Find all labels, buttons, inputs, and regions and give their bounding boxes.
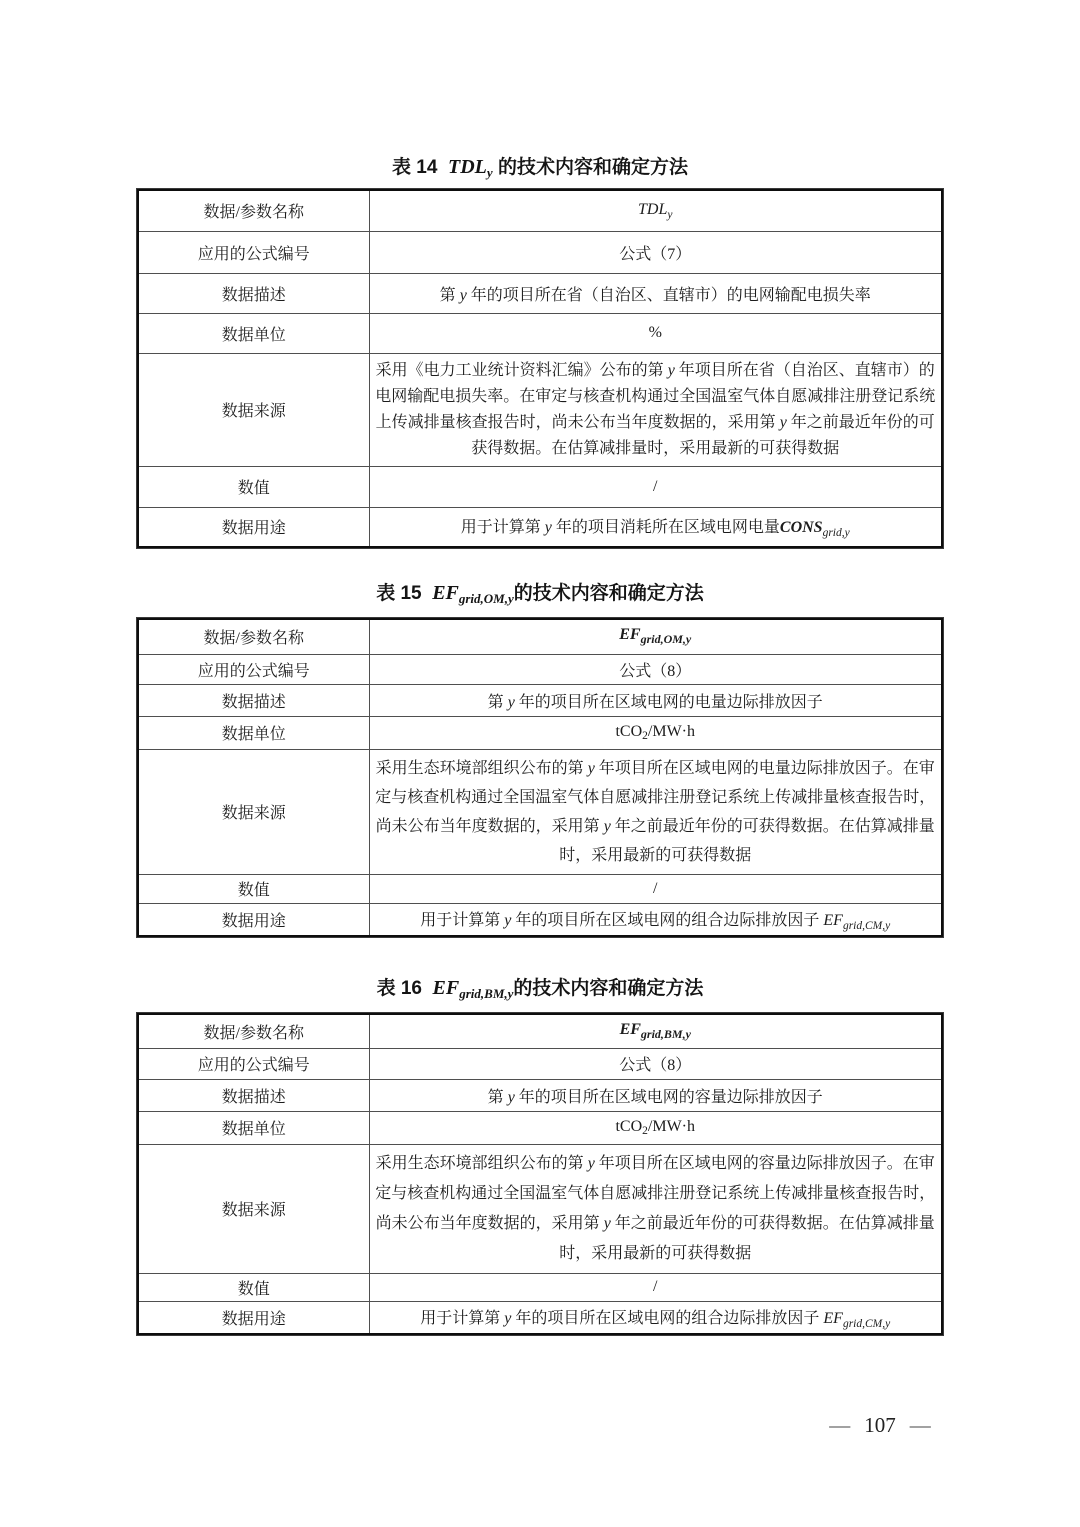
row-label-source: 数据来源 bbox=[138, 353, 369, 466]
row-label-formula-no: 应用的公式编号 bbox=[138, 654, 369, 684]
page-number-dash-right: — bbox=[909, 1413, 931, 1437]
row-label-description: 数据描述 bbox=[138, 273, 369, 313]
row-value-description: 第 y 年的项目所在区域电网的电量边际排放因子 bbox=[369, 684, 942, 716]
table-row bbox=[138, 466, 942, 507]
table-row bbox=[138, 684, 942, 716]
row-value-formula-no: 公式（7） bbox=[369, 231, 942, 273]
table-row bbox=[138, 619, 942, 654]
row-label-source: 数据来源 bbox=[138, 749, 369, 874]
row-label-param-name: 数据/参数名称 bbox=[138, 190, 369, 231]
row-value-param-name: $EF_{grid,OM,y}$ bbox=[619, 626, 692, 647]
table-row bbox=[138, 1079, 942, 1111]
row-label-value: 数值 bbox=[138, 1273, 369, 1301]
table-14-title: 表 14 $TDL_y$ 的技术内容和确定方法 bbox=[392, 156, 688, 180]
row-value-usage: 用于计算第 y 年的项目所在区域电网的组合边际排放因子 $EF_{grid,CM,y}$ bbox=[369, 903, 942, 936]
row-label-source: 数据来源 bbox=[138, 1144, 369, 1273]
table-15-title: 表 15 $EF_{grid,OM,y}$的技术内容和确定方法 bbox=[376, 582, 704, 606]
table-14 bbox=[137, 189, 943, 548]
table-row bbox=[138, 874, 942, 903]
table-row bbox=[138, 507, 942, 547]
table-row bbox=[138, 353, 942, 466]
table-row bbox=[138, 1144, 942, 1273]
table-row bbox=[138, 1301, 942, 1334]
page-content bbox=[137, 0, 943, 1335]
table-row bbox=[138, 716, 942, 749]
row-label-unit: 数据单位 bbox=[138, 716, 369, 749]
table-15 bbox=[137, 618, 943, 937]
page-number-dash-left: — bbox=[829, 1413, 851, 1437]
row-value-source: 采用生态环境部组织公布的第 y 年项目所在区域电网的电量边际排放因子。在审定与核查机构通过全国温室气体自愿减排注册登记系统上传减排量核查报告时，尚未公布当年度数据的，采用第 y 年之前最近年份的可获得数据。在估算减排量时，采用最新的可获得数据 bbox=[369, 749, 942, 874]
page-number-value: 107 bbox=[864, 1413, 896, 1437]
table-row bbox=[138, 1111, 942, 1144]
row-label-param-name: 数据/参数名称 bbox=[138, 619, 369, 654]
row-value-description: 第 y 年的项目所在区域电网的容量边际排放因子 bbox=[369, 1079, 942, 1111]
row-label-value: 数值 bbox=[138, 466, 369, 507]
row-label-usage: 数据用途 bbox=[138, 903, 369, 936]
row-label-usage: 数据用途 bbox=[138, 507, 369, 547]
row-value-source: 采用《电力工业统计资料汇编》公布的第 y 年项目所在省（自治区、直辖市）的电网输配电损失率。在审定与核查机构通过全国温室气体自愿减排注册登记系统上传减排量核查报告时，尚未公布当年度数据的，采用第 y 年之前最近年份的可获得数据。在估算减排量时，采用最新的可获得数据 bbox=[369, 353, 942, 466]
row-label-description: 数据描述 bbox=[138, 684, 369, 716]
page-number bbox=[800, 1413, 960, 1438]
row-value-description: 第 y 年的项目所在省（自治区、直辖市）的电网输配电损失率 bbox=[369, 273, 942, 313]
table-row bbox=[138, 190, 942, 231]
row-value-usage: 用于计算第 y 年的项目所在区域电网的组合边际排放因子 $EF_{grid,CM,y}$ bbox=[369, 1301, 942, 1334]
row-label-usage: 数据用途 bbox=[138, 1301, 369, 1334]
row-value-unit: tCO2/MW·h bbox=[369, 716, 942, 749]
row-label-unit: 数据单位 bbox=[138, 1111, 369, 1144]
table-row bbox=[138, 749, 942, 874]
table-row bbox=[138, 1048, 942, 1079]
row-value-source: 采用生态环境部组织公布的第 y 年项目所在区域电网的容量边际排放因子。在审定与核查机构通过全国温室气体自愿减排注册登记系统上传减排量核查报告时，尚未公布当年度数据的，采用第 y 年之前最近年份的可获得数据。在估算减排量时，采用最新的可获得数据 bbox=[369, 1144, 942, 1273]
row-label-param-name: 数据/参数名称 bbox=[138, 1014, 369, 1048]
row-label-description: 数据描述 bbox=[138, 1079, 369, 1111]
row-value-unit: % bbox=[369, 313, 942, 353]
table-row bbox=[138, 654, 942, 684]
row-value-param-name: $TDL_y$ bbox=[638, 200, 673, 221]
table-row bbox=[138, 313, 942, 353]
row-value-value: / bbox=[369, 874, 942, 903]
row-value-unit: tCO2/MW·h bbox=[369, 1111, 942, 1144]
table-row bbox=[138, 1014, 942, 1048]
table-row bbox=[138, 231, 942, 273]
row-label-formula-no: 应用的公式编号 bbox=[138, 1048, 369, 1079]
row-value-param-name: $EF_{grid,BM,y}$ bbox=[619, 1020, 691, 1041]
row-label-unit: 数据单位 bbox=[138, 313, 369, 353]
row-value-usage: 用于计算第 y 年的项目消耗所在区域电网电量$CONS_{grid,y}$ bbox=[369, 507, 942, 547]
table-row bbox=[138, 903, 942, 936]
row-value-formula-no: 公式（8） bbox=[369, 654, 942, 684]
table-row bbox=[138, 273, 942, 313]
table-16 bbox=[137, 1013, 943, 1335]
table-16-title: 表 16 $EF_{grid,BM,y}$的技术内容和确定方法 bbox=[376, 977, 704, 1001]
row-value-value: / bbox=[369, 1273, 942, 1301]
row-label-formula-no: 应用的公式编号 bbox=[138, 231, 369, 273]
row-label-value: 数值 bbox=[138, 874, 369, 903]
table-row bbox=[138, 1273, 942, 1301]
row-value-formula-no: 公式（8） bbox=[369, 1048, 942, 1079]
row-value-value: / bbox=[369, 466, 942, 507]
